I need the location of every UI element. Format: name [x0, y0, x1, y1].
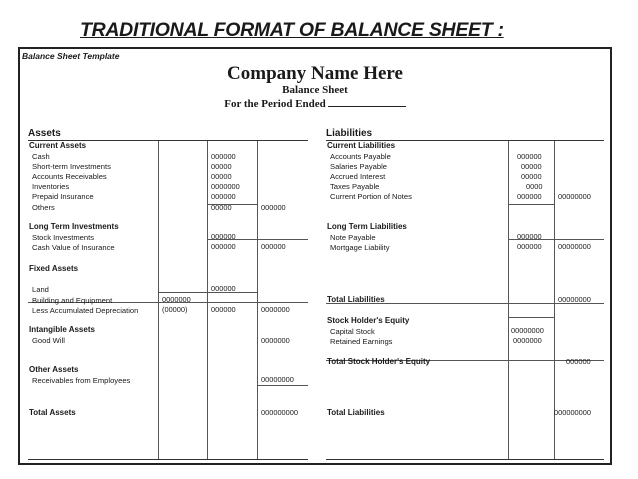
current-assets-header: Current Assets — [29, 141, 87, 150]
grand-total-liabilities-label: Total Liabilities — [327, 408, 385, 417]
total-assets-label: Total Assets — [29, 408, 76, 417]
column-divider — [158, 141, 159, 459]
note-payable-value: 000000 — [517, 232, 542, 241]
assets-title: Assets — [28, 128, 61, 139]
capital-stock-label: Capital Stock — [330, 327, 375, 336]
inventories-label: Inventories — [32, 182, 70, 191]
good-will-label: Good Will — [32, 336, 65, 345]
cash-value-insurance-value: 000000 — [211, 242, 236, 251]
capital-stock-value: 00000000 — [511, 326, 544, 335]
accounts-payable-value: 000000 — [517, 152, 542, 161]
total-stockholders-equity-label: Total Stock Holder's Equity — [327, 357, 431, 366]
assets-panel — [28, 128, 308, 460]
template-label: Balance Sheet Template — [22, 51, 120, 61]
building-equipment-label: Building and Equipment — [32, 296, 113, 305]
salaries-payable-label: Salaries Payable — [330, 162, 387, 171]
fixed-assets-header: Fixed Assets — [29, 264, 79, 273]
total-stockholders-equity-value: 000000 — [566, 357, 591, 366]
sheet-title: Balance Sheet — [282, 84, 348, 96]
land-value: 000000 — [211, 284, 236, 293]
others-value: 00000 — [211, 203, 232, 212]
liabilities-title: Liabilities — [326, 128, 373, 139]
subtotal-line — [158, 292, 258, 293]
inventories-value: 0000000 — [211, 182, 240, 191]
cash-value-insurance-label: Cash Value of Insurance — [32, 243, 115, 252]
liabilities-panel — [326, 128, 604, 460]
salaries-payable-value: 00000 — [521, 162, 542, 171]
receivables-employees-value: 00000000 — [261, 375, 294, 384]
prepaid-insurance-label: Prepaid Insurance — [32, 192, 94, 201]
subtotal-line — [508, 317, 554, 318]
prepaid-insurance-value: 000000 — [211, 192, 236, 201]
long-term-investments-header: Long Term Investments — [29, 222, 119, 231]
column-divider — [508, 141, 509, 459]
grand-total-liabilities-value: 000000000 — [554, 408, 591, 417]
accrued-interest-value: 00000 — [521, 172, 542, 181]
retained-earnings-value: 0000000 — [513, 336, 542, 345]
note-payable-label: Note Payable — [330, 233, 376, 242]
land-label: Land — [32, 285, 49, 294]
receivables-employees-label: Receivables from Employees — [32, 376, 131, 385]
current-portion-notes-value: 000000 — [517, 192, 542, 201]
column-divider — [257, 141, 258, 459]
mortgage-liability-label: Mortgage Liability — [330, 243, 390, 252]
intangible-assets-header: Intangible Assets — [29, 325, 95, 334]
period-line — [20, 97, 610, 110]
accumulated-depreciation-label: Less Accumulated Depreciation — [32, 306, 139, 315]
current-liabilities-header: Current Liabilities — [327, 141, 396, 150]
long-term-liabilities-header: Long Term Liabilities — [327, 222, 407, 231]
long-term-liabilities-total: 00000000 — [558, 242, 591, 251]
current-portion-notes-label: Current Portion of Notes — [330, 192, 412, 201]
good-will-value: 0000000 — [261, 336, 290, 345]
short-term-investments-label: Short-term Investments — [32, 162, 111, 171]
column-divider — [207, 141, 208, 459]
period-blank — [328, 97, 406, 107]
long-term-investments-total: 000000 — [261, 242, 286, 251]
accounts-payable-label: Accounts Payable — [330, 152, 391, 161]
total-liabilities-label: Total Liabilities — [327, 295, 385, 304]
mortgage-liability-value: 000000 — [517, 242, 542, 251]
retained-earnings-label: Retained Earnings — [330, 337, 393, 346]
stock-investments-value: 000000 — [211, 232, 236, 241]
fixed-assets-total: 0000000 — [261, 305, 290, 314]
accounts-receivables-value: 00000 — [211, 172, 232, 181]
total-assets-value: 000000000 — [261, 408, 298, 417]
cash-label: Cash — [32, 152, 50, 161]
taxes-payable-label: Taxes Payable — [330, 182, 380, 191]
period-label: For the Period Ended — [224, 98, 326, 110]
balance-sheet-template — [18, 47, 612, 465]
other-assets-header: Other Assets — [29, 365, 79, 374]
short-term-investments-value: 00000 — [211, 162, 232, 171]
liabilities-grid — [326, 140, 604, 460]
assets-grid — [28, 140, 308, 460]
accumulated-depreciation-value: (00000) — [162, 305, 188, 314]
cash-value: 000000 — [211, 152, 236, 161]
others-label: Others — [32, 203, 55, 212]
net-fixed-value: 000000 — [211, 305, 236, 314]
subtotal-line — [257, 385, 308, 386]
stockholders-equity-header: Stock Holder's Equity — [327, 316, 410, 325]
current-liabilities-total: 00000000 — [558, 192, 591, 201]
building-equipment-value: 0000000 — [162, 295, 191, 304]
current-assets-total: 000000 — [261, 203, 286, 212]
accounts-receivables-label: Accounts Receivables — [32, 172, 107, 181]
stock-investments-label: Stock Investments — [32, 233, 95, 242]
total-liabilities-value: 00000000 — [558, 295, 591, 304]
taxes-payable-value: 0000 — [526, 182, 543, 191]
slide-title: TRADITIONAL FORMAT OF BALANCE SHEET : — [80, 19, 504, 41]
subtotal-line — [508, 204, 554, 205]
company-name: Company Name Here — [227, 63, 403, 84]
accrued-interest-label: Accrued Interest — [330, 172, 386, 181]
